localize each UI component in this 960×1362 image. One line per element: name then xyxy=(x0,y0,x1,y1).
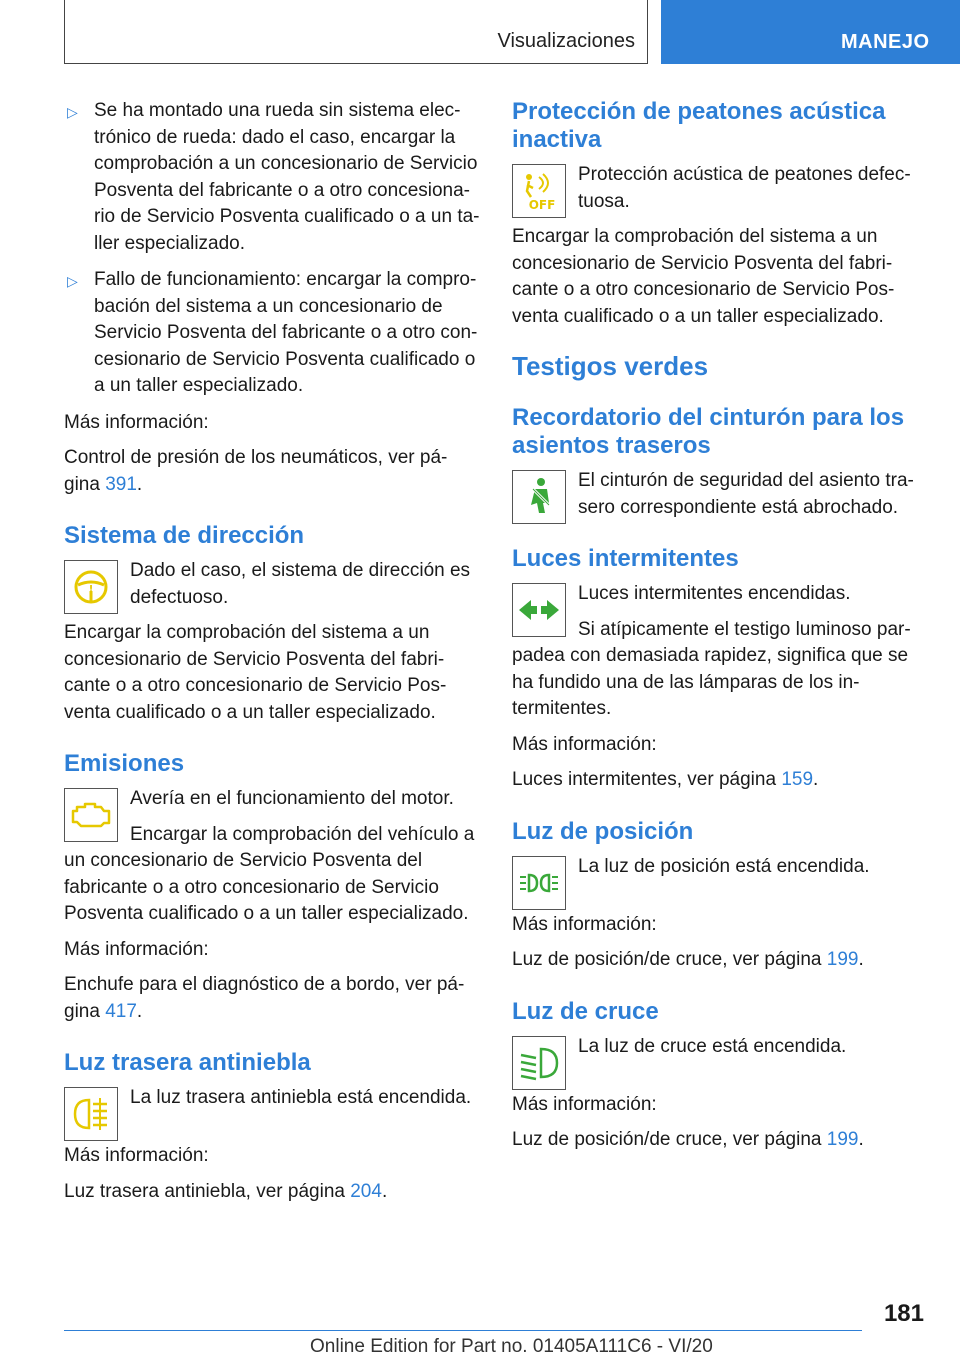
section-heading-seatbelt: Recordatorio del cinturón para los asientos traseros xyxy=(512,404,905,459)
footer-edition: Online Edition for Part no. 01405A111C6 - VI/20 xyxy=(310,1336,713,1357)
chapter-tab[interactable] xyxy=(661,0,960,64)
paragraph: La luz trasera antiniebla está encendida. xyxy=(130,1087,472,1108)
section-heading-turn-signals: Luces intermitentes xyxy=(512,545,739,572)
more-info-label: Más información: xyxy=(512,1093,657,1115)
reference-text: Control de presión de los neumáticos, ver pá-gina xyxy=(64,447,448,495)
reference: Luces intermitentes, ver página 159. xyxy=(512,769,819,790)
reference-text: Luz de posición/de cruce, ver página xyxy=(512,1129,827,1150)
engine-warning-icon xyxy=(64,788,118,842)
paragraph: Si atípicamente el testigo luminoso par-padea con demasiada rapidez, significa que se ha fundido una de las lámparas de los in-termitentes. xyxy=(512,618,911,719)
header-box xyxy=(64,0,648,64)
section-heading-pedestrian: Protección de peatones acústica inactiva xyxy=(512,98,886,153)
paragraph: Protección acústica de peatones defec-tuosa. xyxy=(578,164,911,212)
triangle-bullet-icon: ▷ xyxy=(67,104,78,120)
paragraph: Encargar la comprobación del sistema a un concesionario de Servicio Posventa del fabri-cante o a otro concesionario de Servicio Pos-venta cualificado o a un taller especializado. xyxy=(512,226,895,327)
paragraph: La luz de cruce está encendida. xyxy=(578,1035,847,1057)
page-link[interactable]: 417 xyxy=(105,1000,137,1022)
reference-text: Luces intermitentes, ver página xyxy=(512,769,782,790)
seatbelt-indicator-icon xyxy=(512,470,566,524)
section-heading-low-beam: Luz de cruce xyxy=(512,997,659,1025)
section-heading-emissions: Emisiones xyxy=(64,750,185,777)
paragraph: Encargar la comprobación del vehículo a un concesionario de Servicio Posventa del fabricante o a otro concesionario de Servicio Posventa cualificado o a un taller especializado. xyxy=(64,823,475,924)
turn-signal-icon xyxy=(512,583,566,637)
svg-text:OFF: OFF xyxy=(528,198,556,212)
reference-text: Luz trasera antiniebla, ver página xyxy=(64,1180,351,1202)
paragraph: Dado el caso, el sistema de dirección es defectuoso. xyxy=(130,560,471,608)
paragraph: Luces intermitentes encendidas. xyxy=(578,583,851,604)
reference: Luz de posición/de cruce, ver página 199. xyxy=(512,949,864,970)
section-heading-steering: Sistema de dirección xyxy=(64,522,305,549)
paragraph: La luz de posición está encendida. xyxy=(578,855,870,877)
reference: Control de presión de los neumáticos, ver pá-gina 391. xyxy=(64,447,448,495)
reference: Enchufe para el diagnóstico de a bordo, ver pá-gina 417. xyxy=(64,974,465,1022)
bullet-text: Fallo de funcionamiento: encargar la compro-bación del sistema a un concesionario de Servicio Posventa del fabricante o a otro con-cesionario de Servicio Posventa cualificado o a un taller especializado. xyxy=(94,269,478,396)
reference-text: Luz de posición/de cruce, ver página xyxy=(512,949,827,970)
triangle-bullet-icon: ▷ xyxy=(67,273,78,289)
more-info-label: Más información: xyxy=(512,913,657,935)
more-info-label: Más información: xyxy=(64,1145,209,1166)
low-beam-icon xyxy=(512,1036,566,1090)
paragraph: Avería en el funcionamiento del motor. xyxy=(130,788,454,809)
paragraph: El cinturón de seguridad del asiento tra-sero correspondiente está abrochado. xyxy=(578,470,914,518)
more-info-label: Más información: xyxy=(64,938,209,960)
section-heading-rear-fog: Luz trasera antiniebla xyxy=(64,1049,311,1076)
reference-text: Enchufe para el diagnóstico de a bordo, ver pá-gina xyxy=(64,974,465,1022)
section-heading-position-light: Luz de posición xyxy=(512,817,694,845)
right-column xyxy=(512,98,922,1163)
footer-divider xyxy=(64,1330,862,1331)
svg-text:!: ! xyxy=(88,584,94,595)
page-link[interactable]: 391 xyxy=(105,473,137,495)
left-column xyxy=(64,98,482,1214)
paragraph: Encargar la comprobación del sistema a un concesionario de Servicio Posventa del fabri-cante o a otro concesionario de Servicio Pos-venta cualificado o a un taller especializado. xyxy=(64,622,447,723)
steering-warning-icon xyxy=(64,560,118,614)
page-number: 181 xyxy=(883,1300,924,1327)
reference: Luz de posición/de cruce, ver página 199. xyxy=(512,1129,864,1150)
position-light-icon xyxy=(512,856,566,910)
pedestrian-protection-off-icon xyxy=(512,164,566,218)
page-link[interactable]: 159 xyxy=(781,769,814,790)
list-item xyxy=(64,267,482,400)
rear-fog-light-icon xyxy=(64,1087,118,1141)
list-item xyxy=(64,98,482,257)
more-info-label: Más información: xyxy=(512,733,657,755)
chapter-tab-label: MANEJO xyxy=(841,31,930,53)
more-info-label: Más información: xyxy=(64,411,209,433)
bullet-text: Se ha montado una rueda sin sistema elec-trónico de rueda: dado el caso, encargar la comprobación a un concesionario de Servicio Posventa del fabricante o a otro concesiona-rio de Servicio Posventa cualificado o a un ta-ller especializado. xyxy=(94,100,480,254)
page-link[interactable]: 199 xyxy=(826,1129,859,1150)
page-link[interactable]: 204 xyxy=(350,1180,382,1202)
page-link[interactable]: 199 xyxy=(826,949,859,970)
section-heading-green-lights: Testigos verdes xyxy=(512,351,709,381)
section-title: Visualizaciones xyxy=(497,30,635,52)
reference: Luz trasera antiniebla, ver página 204. xyxy=(64,1180,388,1202)
